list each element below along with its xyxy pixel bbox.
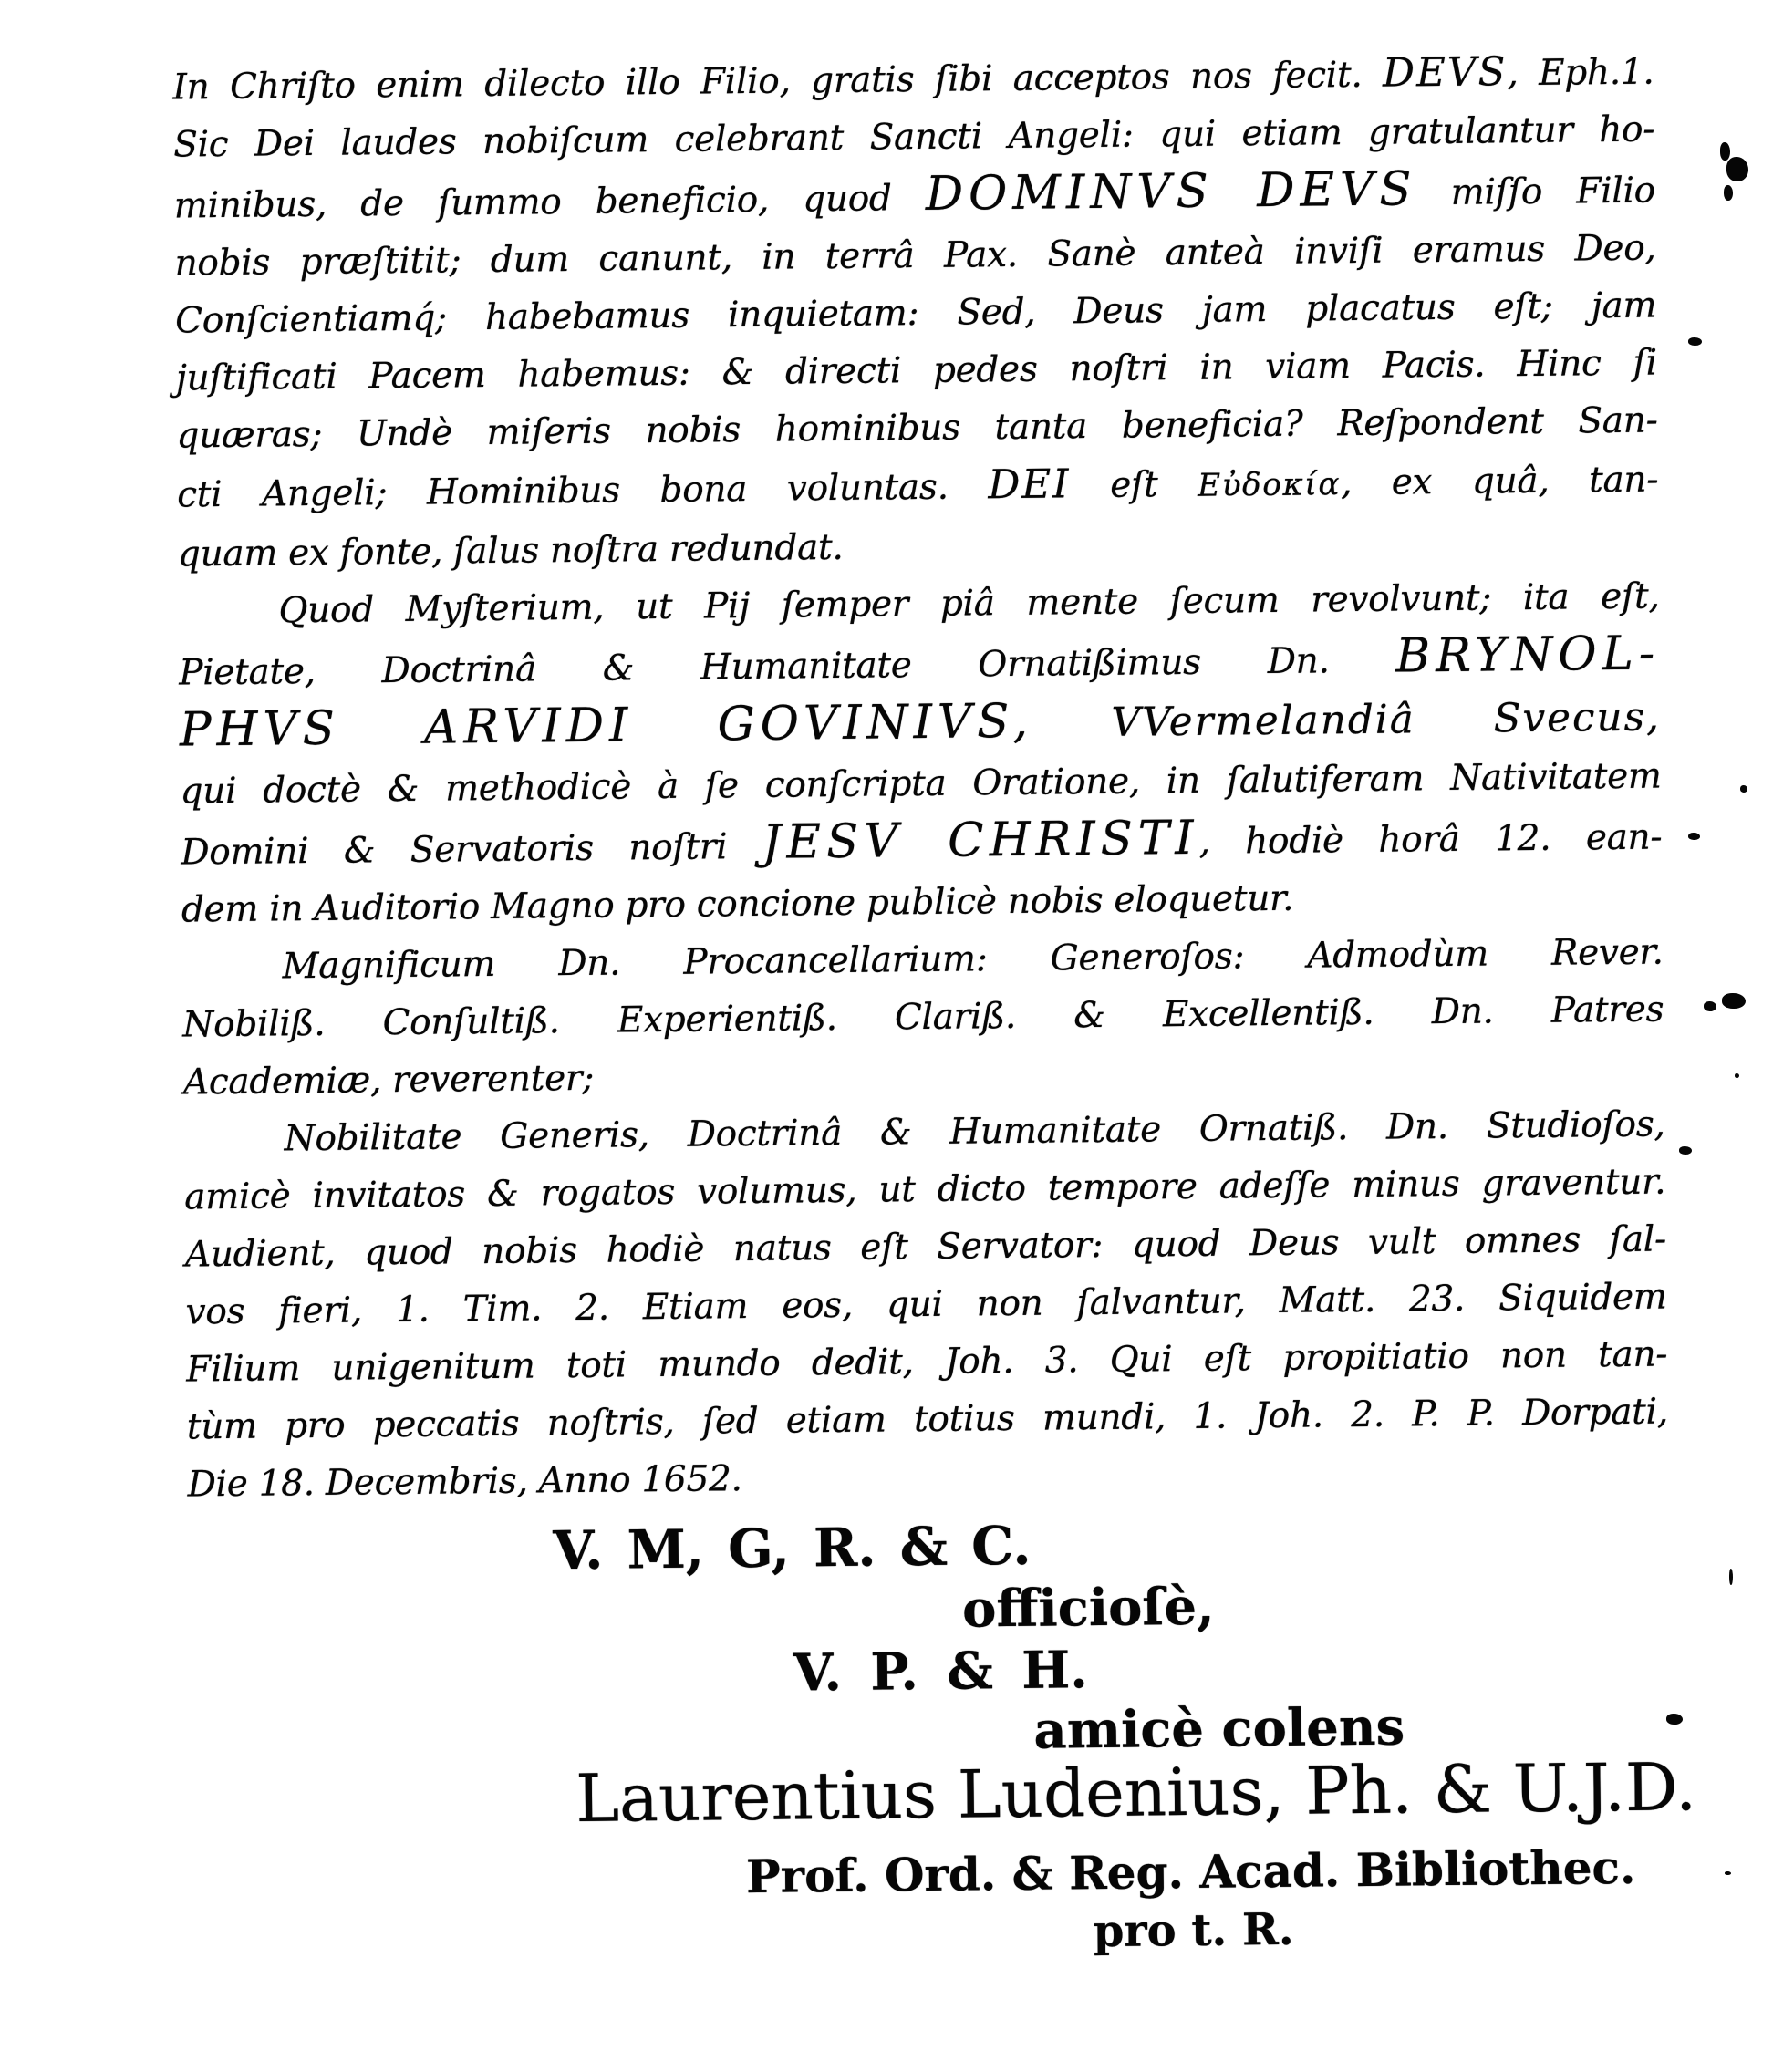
ink-speck [1740,785,1747,793]
text-segment: quæras; Undè miſeris nobis hominibus tanta beneficia? Reſpondent San- [176,399,1658,457]
ink-speck [1735,1073,1739,1078]
text-segment: vos fieri, 1. Tim. 2. Etiam eos, qui non ſalvantur, Matt. 23. Siquidem [185,1276,1667,1333]
text-segment: , Eph.1. [1507,51,1654,95]
text-segment: Magnificum Dn. Procancellarium: Generoſos: Admodùm Rever. [282,931,1664,988]
text-segment: Academiæ, reverenter; [182,1057,595,1103]
text-segment: , ex quâ, tan- [1340,459,1659,504]
text-segment: nobis præſtitit; dum canunt, in terrâ Pax. Sanè anteà inviſi eramus Deo, [174,227,1656,285]
text-segment: Quod Myſterium, ut Pij ſemper piâ mente ſecum revolvunt; ita eſt, [278,575,1660,632]
text-segment: Die 18. Decembris, Anno 1652. [187,1458,742,1506]
text-segment: BRYNOL- [1395,626,1661,684]
text-segment: VVermelandiâ Svecus, [1032,693,1662,747]
text-segment: juſtificati Pacem habemus: & directi pedes noſtri in viam Pacis. Hinc ſi [175,342,1658,399]
ink-speck [1722,993,1746,1009]
text-segment: qui doctè & methodicè à ſe conſcripta Oratione, in ſalutiferam Nativitatem [180,755,1662,813]
text-segment: Filium unigenitum toti mundo dedit, Joh. 3. Qui eſt propitiatio non tan- [186,1333,1668,1391]
text-segment: Sic Dei laudes nobiſcum celebrant Sancti Angeli: qui etiam gratulantur ho- [172,109,1655,166]
ink-speck [1688,337,1702,346]
text-segment: Audient, quod nobis hodiè natus eſt Servator: quod Deus vult omnes ſal- [184,1218,1667,1276]
text-segment: DEVS [1382,48,1508,97]
text-segment: JESV CHRISTI [762,810,1199,870]
closing-line: Laurentius Ludenius, Ph. & U.J.D. [575,1748,1697,1838]
text-segment: PHVS ARVIDI GOVINIVS, [179,693,1034,758]
ink-speck [1720,142,1730,161]
text-segment: Conſcientiamq́; habebamus inquietam: Sed, Deus jam placatus eſt; jam [174,285,1657,342]
text-segment: dem in Auditorio Magno pro concione publicè nobis eloquetur. [181,877,1294,931]
ink-speck [1688,833,1700,840]
text-segment: eſt [1070,463,1198,507]
text-segment: DEI [988,461,1071,509]
text-segment: Nobilitate Generis, Doctrinâ & Humanitate Ornatiß. Dn. Studioſos, [284,1103,1665,1160]
text-segment: amicè invitatos & rogatos volumus, ut dicto tempore adeſſe minus graventur. [184,1161,1666,1218]
closing-line: pro t. R. [1093,1903,1294,1958]
text-segment: Domini & Servatoris noſtri [181,825,763,874]
text-segment: miſſo Filio [1416,170,1656,214]
text-segment: Εὐδοκία [1197,466,1342,504]
ink-speck [1679,1146,1692,1155]
text-segment: Pietate, Doctrinâ & Humanitate Ornatißimus Dn. [179,639,1396,694]
ink-speck [1724,185,1733,201]
ink-speck [1729,1569,1733,1585]
closing-line: Prof. Ord. & Reg. Acad. Bibliothec. [745,1839,1636,1904]
ink-speck [1726,157,1748,181]
text-segment: tùm pro peccatis noſtris, ſed etiam totius mundi, 1. Joh. 2. P. P. Dorpati, [186,1391,1669,1448]
text-segment: DOMINVS DEVS [925,161,1417,222]
closing-line: amicè colens [1033,1696,1405,1761]
ink-speck [1666,1714,1683,1725]
text-segment: quam ex fonte, ſalus noſtra redundat. [177,526,844,575]
text-segment: minibus, de ſummo beneficio, quod [173,177,927,227]
text-segment: , hodiè horâ 12. ean- [1198,816,1663,863]
text-segment: In Chriſto enim dilecto illo Filio, gratis ſibi acceptos nos fecit. [172,54,1384,109]
text-segment: cti Angeli; Hominibus bona voluntas. [176,466,989,516]
ink-speck [1725,1871,1731,1875]
closing-line: V. M, G, R. & C. [553,1514,1032,1582]
closing-line: officioſè, [961,1576,1215,1640]
body-text [172,42,1669,1514]
text-segment: Nobiliß. Conſultiß. Experientiß. Clariß. & Excellentiß. Dn. Patres [182,989,1664,1046]
closing-line: V. P. & H. [793,1640,1089,1704]
ink-speck [1704,1001,1716,1011]
